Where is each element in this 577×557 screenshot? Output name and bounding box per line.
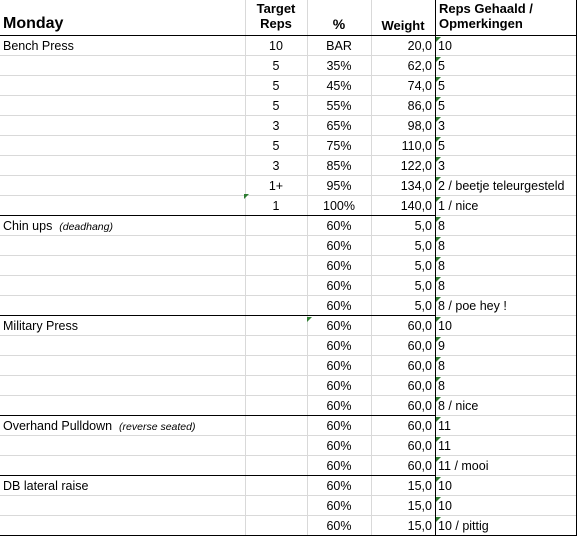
reps-done-cell[interactable]: 8 [438,279,445,293]
comment-indicator-icon [436,437,441,442]
weight-cell[interactable]: 60,0 [407,359,432,373]
weight-cell[interactable]: 5,0 [414,219,432,233]
target-reps-cell[interactable] [245,356,307,376]
target-reps-cell[interactable] [245,436,307,456]
percent-cell[interactable]: BAR [326,39,352,53]
gridline [0,75,577,76]
percent-cell[interactable]: 60% [326,419,352,433]
weight-cell[interactable]: 110,0 [401,139,432,153]
exercise-name[interactable] [3,316,78,336]
target-reps-cell[interactable] [245,396,307,416]
percent-cell[interactable]: 60% [326,479,352,493]
comment-indicator-icon [436,197,441,202]
percent-cell[interactable]: 60% [326,339,352,353]
weight-cell[interactable]: 15,0 [407,519,432,533]
reps-done-cell[interactable]: 5 [438,139,445,153]
target-reps-cell[interactable]: 5 [272,79,280,93]
gridline [0,255,577,256]
section-border [0,415,435,416]
comment-indicator-icon [436,217,441,222]
gridline [0,195,577,196]
reps-done-header-line2[interactable]: Opmerkingen [439,16,523,31]
reps-done-cell[interactable]: 3 [438,119,445,133]
comment-indicator-icon [436,477,441,482]
exercise-name[interactable] [3,36,74,56]
percent-cell[interactable]: 60% [326,379,352,393]
section-border [0,475,435,476]
percent-cell[interactable]: 75% [326,139,352,153]
weight-cell[interactable]: 140,0 [400,199,432,213]
weight-header[interactable]: Weight [381,18,425,33]
target-reps-cell[interactable] [245,516,307,536]
gridline [0,275,577,276]
weight-cell[interactable]: 86,0 [407,99,432,113]
target-reps-cell[interactable]: 5 [272,59,280,73]
target-reps-cell[interactable] [245,456,307,476]
comment-indicator-icon [436,497,441,502]
exercise-name-text: DB lateral raise [3,479,89,493]
target-reps-cell[interactable] [245,496,307,516]
target-reps-cell[interactable] [245,376,307,396]
exercise-name[interactable] [3,416,195,436]
target-reps-cell[interactable]: 3 [272,119,280,133]
reps-done-cell[interactable]: 5 [438,59,445,73]
target-reps-cell[interactable]: 1+ [268,179,284,193]
exercise-name[interactable] [3,476,88,496]
reps-done-cell[interactable]: 5 [438,79,445,93]
exercise-note: (deadhang) [56,221,113,233]
percent-cell[interactable]: 95% [326,179,352,193]
comment-indicator-icon [436,377,441,382]
target-reps-cell[interactable]: 1 [272,199,280,213]
percent-cell[interactable]: 60% [326,299,352,313]
target-reps-header-line2[interactable]: Reps [260,16,292,31]
percent-cell[interactable]: 45% [326,79,352,93]
weight-cell[interactable]: 62,0 [407,59,432,73]
comment-indicator-icon [436,57,441,62]
percent-cell[interactable]: 100% [323,199,355,213]
weight-cell[interactable]: 15,0 [407,479,432,493]
weight-cell[interactable]: 20,0 [407,39,432,53]
reps-done-cell[interactable]: 8 / nice [438,399,479,413]
percent-cell[interactable]: 60% [326,259,352,273]
reps-done-header-line1[interactable]: Reps Gehaald / [439,1,533,16]
percent-cell[interactable]: 60% [326,499,352,513]
gridline [0,495,577,496]
comment-indicator-icon [436,157,441,162]
weight-cell[interactable]: 5,0 [414,239,432,253]
weight-cell[interactable]: 60,0 [407,439,432,453]
exercise-name-text: Military Press [3,319,79,333]
target-reps-cell[interactable]: 5 [272,99,280,113]
gridline [0,455,577,456]
comment-indicator-icon [436,297,441,302]
gridline [371,0,372,536]
weight-cell[interactable]: 60,0 [407,399,432,413]
weight-cell[interactable]: 60,0 [407,339,432,353]
comment-indicator-icon [436,397,441,402]
weight-cell[interactable]: 5,0 [414,259,432,273]
reps-done-cell[interactable]: 10 [438,479,452,493]
percent-cell[interactable]: 60% [326,519,352,533]
weight-cell[interactable]: 98,0 [407,119,432,133]
percent-cell[interactable]: 65% [326,119,352,133]
gridline [0,115,577,116]
table-bottom-border [0,535,577,536]
comment-indicator-icon [436,137,441,142]
header-bottom-border [0,35,577,36]
comment-indicator-icon [436,37,441,42]
percent-cell[interactable]: 60% [326,459,352,473]
gridline [0,295,577,296]
target-reps-cell[interactable] [245,276,307,296]
target-reps-cell[interactable] [245,416,307,436]
comment-indicator-icon [307,317,312,322]
reps-done-cell[interactable]: 1 / nice [438,199,479,213]
percent-cell[interactable]: 85% [326,159,352,173]
target-reps-header-line1[interactable]: Target [256,1,296,16]
comment-indicator-icon [436,417,441,422]
gridline [0,95,577,96]
gridline [0,435,577,436]
section-border [0,315,435,316]
gridline [0,175,577,176]
reps-done-cell[interactable]: 8 / poe hey ! [438,299,507,313]
target-reps-cell[interactable]: 10 [269,39,283,53]
weight-cell[interactable]: 134,0 [400,179,432,193]
target-reps-cell[interactable] [245,316,307,336]
comment-indicator-icon [436,457,441,462]
reps-done-cell[interactable]: 10 [438,499,452,513]
gridline [0,355,577,356]
target-reps-cell[interactable]: 3 [272,159,280,173]
comment-indicator-icon [436,97,441,102]
exercise-name-text: Bench Press [3,39,74,53]
percent-cell[interactable]: 60% [326,279,352,293]
reps-done-cell[interactable]: 11 [438,439,451,453]
gridline [0,235,577,236]
comment-indicator-icon [244,194,249,199]
percent-cell[interactable]: 60% [326,359,352,373]
comment-indicator-icon [436,317,441,322]
exercise-name[interactable] [3,216,113,236]
weight-cell[interactable]: 60,0 [407,319,432,333]
gridline [0,375,577,376]
target-reps-cell[interactable]: 5 [272,139,280,153]
reps-done-cell[interactable]: 10 [438,319,452,333]
reps-done-cell[interactable]: 8 [438,359,445,373]
comment-indicator-icon [436,337,441,342]
reps-done-cell[interactable]: 9 [438,339,445,353]
weight-cell[interactable]: 74,0 [407,79,432,93]
target-reps-cell[interactable] [245,236,307,256]
section-border [0,215,435,216]
reps-done-cell[interactable]: 8 [438,219,445,233]
target-reps-cell[interactable] [245,216,307,236]
reps-done-cell[interactable]: 11 / mooi [438,459,489,473]
percent-header[interactable]: % [332,16,346,32]
gridline [0,395,577,396]
weight-cell[interactable]: 60,0 [407,379,432,393]
gridline [245,0,246,536]
reps-done-cell[interactable]: 8 [438,379,445,393]
gridline [307,0,308,536]
comment-indicator-icon [436,277,441,282]
gridline [0,335,577,336]
percent-cell[interactable]: 35% [326,59,352,73]
percent-cell[interactable]: 60% [326,319,352,333]
day-title[interactable]: Monday [3,15,64,32]
percent-cell[interactable]: 60% [326,439,352,453]
reps-done-cell[interactable]: 2 / beetje teleurgesteld [438,179,565,193]
percent-cell[interactable]: 60% [326,399,352,413]
gridline [0,155,577,156]
exercise-name-text: Overhand Pulldown [3,419,113,433]
reps-done-cell[interactable]: 5 [438,99,445,113]
reps-done-cell[interactable]: 8 [438,259,445,273]
weight-cell[interactable]: 60,0 [407,459,432,473]
gridline [0,515,577,516]
percent-cell[interactable]: 55% [326,99,352,113]
comment-indicator-icon [436,237,441,242]
comment-indicator-icon [436,517,441,522]
weight-cell[interactable]: 60,0 [407,419,432,433]
reps-done-cell[interactable]: 8 [438,239,445,253]
comment-indicator-icon [436,177,441,182]
weight-cell[interactable]: 5,0 [414,279,432,293]
gridline [0,55,577,56]
reps-done-cell[interactable]: 10 / pittig [438,519,489,533]
comment-indicator-icon [436,77,441,82]
weight-cell[interactable]: 15,0 [407,499,432,513]
reps-done-cell[interactable]: 11 [438,419,451,433]
target-reps-cell[interactable] [245,296,307,316]
comment-indicator-icon [436,117,441,122]
exercise-note: (reverse seated) [116,421,196,433]
comment-indicator-icon [436,257,441,262]
comment-indicator-icon [436,357,441,362]
percent-cell[interactable]: 60% [326,219,352,233]
gridline [0,135,577,136]
target-reps-cell[interactable] [245,476,307,496]
reps-done-cell[interactable]: 3 [438,159,445,173]
weight-cell[interactable]: 122,0 [400,159,432,173]
results-column-border [435,0,436,536]
weight-cell[interactable]: 5,0 [414,299,432,313]
percent-cell[interactable]: 60% [326,239,352,253]
target-reps-cell[interactable] [245,336,307,356]
exercise-name-text: Chin ups [3,219,53,233]
target-reps-cell[interactable] [245,256,307,276]
reps-done-cell[interactable]: 10 [438,39,452,53]
